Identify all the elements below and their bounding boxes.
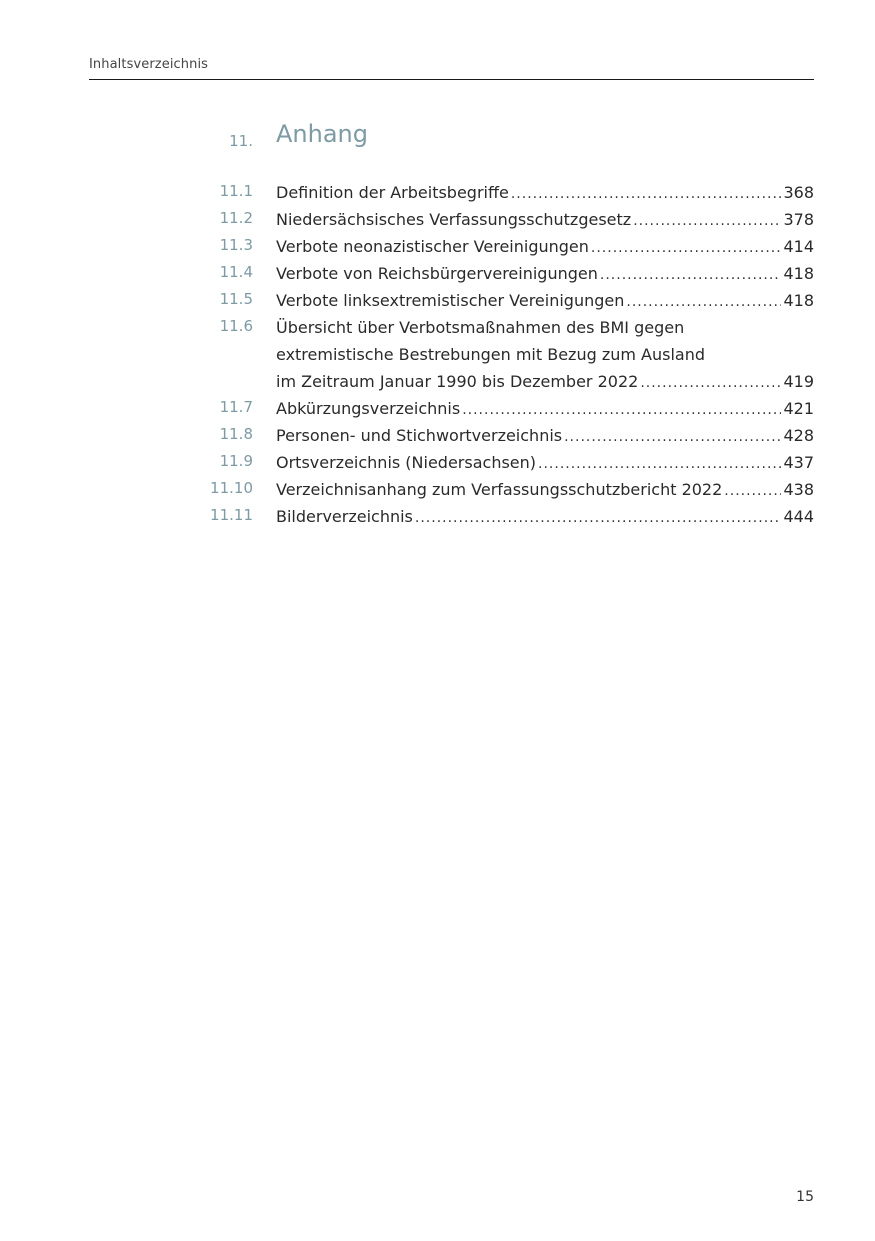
- leader-dots: [591, 235, 782, 262]
- toc-entry-number: 11.9: [219, 452, 253, 470]
- toc-entry-11-2[interactable]: [0, 206, 875, 233]
- chapter-heading: [0, 120, 875, 156]
- leader-dots: [724, 478, 781, 505]
- toc-entry-11-8[interactable]: [0, 422, 875, 449]
- toc-entry-11-11[interactable]: [0, 503, 875, 530]
- toc-entry-page: 418: [783, 291, 814, 310]
- toc-entry-title-line-2: extremistische Bestrebungen mit Bezug zum Ausland: [276, 345, 705, 364]
- leader-dots: [640, 370, 781, 397]
- leader-dots: [633, 208, 781, 235]
- leader-dots: [462, 397, 781, 424]
- toc-entry-page: 368: [783, 183, 814, 202]
- toc-entry-11-6[interactable]: [0, 314, 875, 395]
- toc-entry-11-3[interactable]: [0, 233, 875, 260]
- page-number: 15: [796, 1189, 814, 1205]
- leader-dots: [511, 181, 782, 208]
- toc-entry-title: Verbote neonazistischer Vereinigungen: [276, 237, 589, 256]
- toc-entry-title-line-1: Übersicht über Verbotsmaßnahmen des BMI gegen: [276, 318, 685, 337]
- toc-entry-page: 419: [783, 372, 814, 391]
- leader-dots: [626, 289, 781, 316]
- toc-entry-number: 11.4: [219, 263, 253, 281]
- toc-entry-number: 11.8: [219, 425, 253, 443]
- toc-entry-title: Definition der Arbeitsbegriffe: [276, 183, 509, 202]
- toc-entry-number: 11.3: [219, 236, 253, 254]
- leader-dots: [415, 505, 782, 532]
- toc-entry-11-5[interactable]: [0, 287, 875, 314]
- toc-entry-title: Bilderverzeichnis: [276, 507, 413, 526]
- toc-entry-page: 444: [783, 507, 814, 526]
- toc-entry-11-9[interactable]: [0, 449, 875, 476]
- toc-entry-page: 414: [783, 237, 814, 256]
- toc-entry-page: 421: [783, 399, 814, 418]
- toc-entry-title: Verzeichnisanhang zum Verfassungsschutzbericht 2022: [276, 480, 723, 499]
- running-header: Inhaltsverzeichnis: [89, 57, 209, 72]
- table-of-contents: [0, 179, 875, 530]
- toc-entry-11-4[interactable]: [0, 260, 875, 287]
- toc-entry-title: Niedersächsisches Verfassungsschutzgesetz: [276, 210, 632, 229]
- toc-entry-title: Ortsverzeichnis (Niedersachsen): [276, 453, 537, 472]
- toc-entry-title: Personen- und Stichwortverzeichnis: [276, 426, 563, 445]
- toc-entry-title: Verbote von Reichsbürgervereinigungen: [276, 264, 598, 283]
- toc-entry-11-10[interactable]: [0, 476, 875, 503]
- toc-entry-page: 378: [783, 210, 814, 229]
- toc-entry-title: Verbote linksextremistischer Vereinigungen: [276, 291, 625, 310]
- header-rule: [89, 79, 814, 80]
- toc-entry-page: 418: [783, 264, 814, 283]
- leader-dots: [564, 424, 781, 451]
- toc-entry-number: 11.7: [219, 398, 253, 416]
- toc-entry-title-line-3: im Zeitraum Januar 1990 bis Dezember 2022: [276, 372, 639, 391]
- toc-entry-11-7[interactable]: [0, 395, 875, 422]
- toc-entry-number: 11.5: [219, 290, 253, 308]
- toc-entry-number: 11.10: [210, 479, 253, 497]
- toc-entry-number: 11.1: [219, 182, 253, 200]
- toc-entry-number: 11.6: [219, 317, 253, 335]
- toc-entry-title: Abkürzungsverzeichnis: [276, 399, 461, 418]
- leader-dots: [600, 262, 782, 289]
- leader-dots: [538, 451, 781, 478]
- toc-entry-11-1[interactable]: [0, 179, 875, 206]
- toc-entry-page: 438: [783, 480, 814, 499]
- chapter-title: Anhang: [276, 120, 368, 148]
- toc-entry-page: 428: [783, 426, 814, 445]
- toc-entry-page: 437: [783, 453, 814, 472]
- toc-entry-number: 11.11: [210, 506, 253, 524]
- chapter-number: 11.: [229, 132, 253, 150]
- toc-entry-number: 11.2: [219, 209, 253, 227]
